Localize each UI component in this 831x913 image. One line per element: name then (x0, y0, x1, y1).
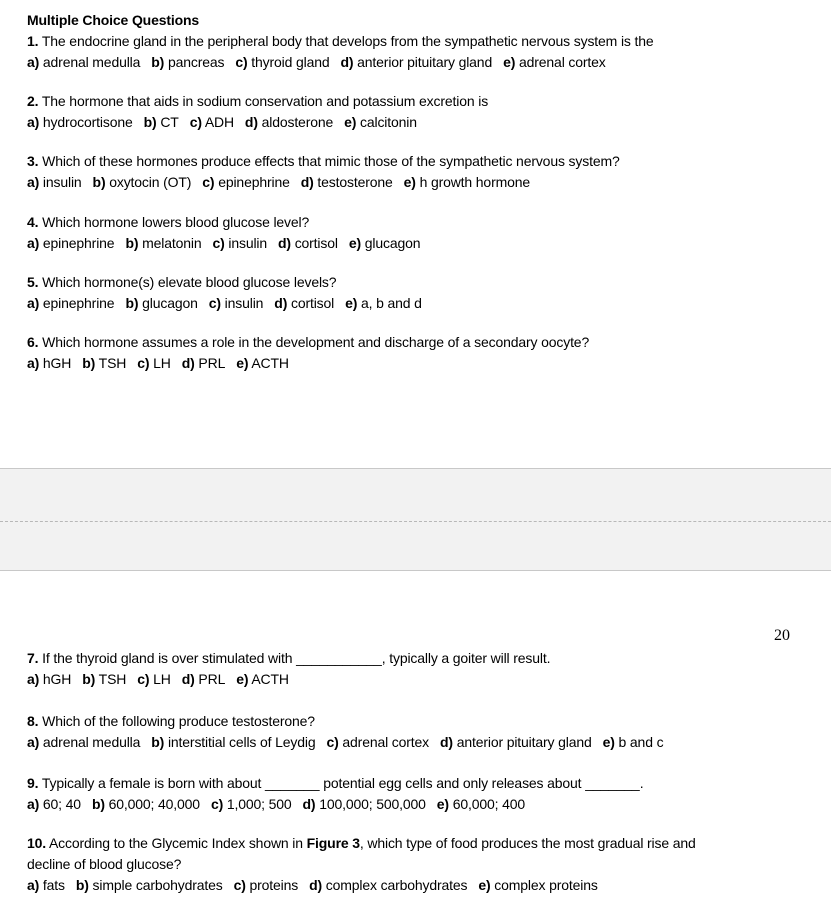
answer-option[interactable] (327, 734, 430, 750)
question-5-options (27, 294, 433, 312)
option-text: adrenal cortex (519, 54, 606, 70)
option-letter: a) (27, 54, 40, 70)
option-letter: a) (27, 174, 40, 190)
answer-option[interactable] (125, 235, 201, 251)
option-letter: b) (91, 796, 105, 812)
option-letter: e) (503, 54, 516, 70)
option-text: a, b and d (361, 295, 422, 311)
option-text: complex proteins (494, 877, 598, 893)
question-text: Which of the following produce testosterone? (42, 713, 315, 729)
option-text: calcitonin (360, 114, 417, 130)
option-text: 100,000; 500,000 (319, 796, 426, 812)
option-letter: a) (27, 877, 40, 893)
option-text: hGH (42, 355, 72, 371)
answer-option[interactable] (234, 877, 299, 893)
option-letter: b) (92, 174, 106, 190)
option-text: ADH (204, 114, 234, 130)
option-text: complex carbohydrates (325, 877, 468, 893)
option-letter: e) (236, 671, 249, 687)
option-letter: b) (82, 671, 96, 687)
question-4-stem (27, 213, 309, 231)
question-4-options (27, 234, 431, 252)
option-text: TSH (98, 671, 127, 687)
option-letter: c) (137, 671, 150, 687)
question-8-stem (27, 712, 315, 730)
option-text: ACTH (251, 671, 289, 687)
option-letter: c) (208, 295, 221, 311)
option-text: epinephrine (42, 295, 115, 311)
option-letter: d) (244, 114, 258, 130)
answer-option[interactable] (137, 355, 171, 371)
option-text: proteins (249, 877, 299, 893)
option-text: PRL (198, 671, 226, 687)
option-letter: e) (348, 235, 361, 251)
option-text: pancreas (167, 54, 225, 70)
answer-option[interactable] (92, 796, 200, 812)
answer-option[interactable] (345, 295, 422, 311)
option-letter: b) (143, 114, 157, 130)
answer-option[interactable] (274, 295, 334, 311)
option-text: hydrocortisone (42, 114, 133, 130)
option-letter: e) (436, 796, 449, 812)
option-text: LH (153, 355, 171, 371)
answer-option[interactable] (603, 734, 664, 750)
question-text: According to the Glycemic Index shown in (48, 835, 303, 851)
question-1-stem (27, 32, 654, 50)
option-text: h growth hormone (419, 174, 531, 190)
question-number: 1. (27, 33, 39, 49)
question-text-continued: potential egg cells and only releases about (323, 775, 582, 791)
answer-option[interactable] (151, 734, 315, 750)
answer-option[interactable] (27, 796, 81, 812)
option-letter: b) (125, 235, 139, 251)
question-text: The hormone that aids in sodium conservation and potassium excretion is (41, 93, 489, 109)
answer-blank: _______ (264, 775, 320, 791)
option-text: 1,000; 500 (226, 796, 292, 812)
option-letter: c) (137, 355, 150, 371)
question-6-options (27, 354, 300, 372)
option-letter: a) (27, 295, 40, 311)
answer-blank: ___________ (296, 650, 382, 666)
option-letter: d) (309, 877, 323, 893)
option-letter: d) (302, 796, 316, 812)
option-text: b and c (618, 734, 664, 750)
option-letter: a) (27, 671, 40, 687)
question-3-options (27, 173, 541, 191)
figure-reference: Figure 3 (306, 835, 360, 851)
question-text: Which hormone(s) elevate blood glucose levels? (42, 274, 337, 290)
answer-blank-2: _______ (585, 775, 640, 791)
question-text: If the thyroid gland is over stimulated with (42, 650, 293, 666)
answer-option[interactable] (437, 796, 525, 812)
answer-option[interactable] (503, 54, 606, 70)
option-text: glucagon (364, 235, 421, 251)
answer-option[interactable] (235, 54, 329, 70)
section-title: Multiple Choice Questions (27, 12, 200, 28)
option-letter: c) (326, 734, 339, 750)
question-10-options (27, 876, 609, 894)
question-number: 4. (27, 214, 39, 230)
question-5-stem (27, 273, 336, 291)
option-letter: c) (235, 54, 248, 70)
answer-option[interactable] (182, 355, 225, 371)
option-letter: e) (236, 355, 249, 371)
option-text: 60,000; 40,000 (108, 796, 200, 812)
answer-option[interactable] (236, 671, 289, 687)
option-letter: b) (151, 734, 165, 750)
option-text: melatonin (142, 235, 202, 251)
answer-option[interactable] (27, 114, 133, 130)
question-number: 7. (27, 650, 39, 666)
question-text: Which hormone assumes a role in the development and discharge of a secondary oocyte? (42, 334, 590, 350)
option-text: insulin (42, 174, 82, 190)
option-letter: a) (27, 235, 40, 251)
answer-option[interactable] (212, 235, 267, 251)
option-letter: e) (345, 295, 358, 311)
answer-option[interactable] (27, 295, 114, 311)
question-text: Typically a female is born with about (41, 775, 262, 791)
question-7-stem (27, 649, 550, 667)
question-text-end: . (639, 775, 644, 791)
answer-option[interactable] (125, 295, 197, 311)
answer-option[interactable] (182, 671, 225, 687)
option-letter: c) (210, 796, 224, 812)
option-letter: d) (181, 355, 195, 371)
question-text: Which of these hormones produce effects that mimic those of the sympathetic nervous system? (42, 153, 620, 169)
answer-option[interactable] (27, 235, 114, 251)
question-number: 5. (27, 274, 39, 290)
option-text: interstitial cells of Leydig (167, 734, 316, 750)
answer-option[interactable] (340, 54, 492, 70)
option-letter: c) (233, 877, 246, 893)
option-text: simple carbohydrates (92, 877, 223, 893)
question-number: 8. (27, 713, 39, 729)
option-text: 60; 40 (42, 796, 81, 812)
answer-option[interactable] (144, 114, 179, 130)
question-number: 3. (27, 153, 39, 169)
answer-option[interactable] (27, 174, 82, 190)
option-letter: e) (403, 174, 416, 190)
option-text: LH (153, 671, 171, 687)
question-text-continued: , typically a goiter will result. (381, 650, 551, 666)
option-letter: b) (75, 877, 89, 893)
option-text: cortisol (294, 235, 338, 251)
option-text: CT (160, 114, 179, 130)
question-2-stem (27, 92, 488, 110)
question-number: 2. (27, 93, 39, 109)
answer-option[interactable] (27, 671, 71, 687)
question-number: 6. (27, 334, 39, 350)
option-letter: e) (478, 877, 491, 893)
option-letter: a) (27, 734, 40, 750)
answer-option[interactable] (27, 355, 71, 371)
answer-option[interactable] (82, 671, 126, 687)
question-text: The endocrine gland in the peripheral body that develops from the sympathetic nervous system is the (41, 33, 654, 49)
answer-option[interactable] (301, 174, 393, 190)
option-text: PRL (198, 355, 226, 371)
option-letter: d) (274, 295, 288, 311)
answer-option[interactable] (404, 174, 530, 190)
answer-option[interactable] (344, 114, 417, 130)
option-text: anterior pituitary gland (456, 734, 592, 750)
option-letter: c) (202, 174, 215, 190)
option-text: TSH (98, 355, 127, 371)
answer-option[interactable] (236, 355, 289, 371)
question-text-continued: , which type of food produces the most gradual rise and (359, 835, 696, 851)
answer-option[interactable] (82, 355, 126, 371)
option-text: epinephrine (42, 235, 115, 251)
option-text: insulin (228, 235, 268, 251)
answer-option[interactable] (27, 734, 140, 750)
question-10-stem (27, 834, 696, 852)
option-letter: d) (300, 174, 314, 190)
answer-option[interactable] (93, 174, 192, 190)
answer-option[interactable] (245, 114, 333, 130)
answer-option[interactable] (209, 295, 264, 311)
answer-option[interactable] (478, 877, 597, 893)
answer-option[interactable] (27, 54, 140, 70)
option-letter: b) (151, 54, 165, 70)
option-text: thyroid gland (251, 54, 330, 70)
answer-option[interactable] (202, 174, 289, 190)
option-text: adrenal cortex (342, 734, 430, 750)
option-text: fats (42, 877, 65, 893)
question-text: Which hormone lowers blood glucose level? (42, 214, 310, 230)
answer-option[interactable] (137, 671, 171, 687)
option-text: aldosterone (261, 114, 334, 130)
answer-option[interactable] (211, 796, 292, 812)
option-text: ACTH (251, 355, 289, 371)
answer-option[interactable] (440, 734, 592, 750)
option-letter: d) (340, 54, 354, 70)
option-letter: b) (82, 355, 96, 371)
question-6-stem (27, 333, 589, 351)
option-letter: e) (344, 114, 357, 130)
question-number: 10. (27, 835, 47, 851)
question-9-options (27, 795, 536, 813)
option-letter: a) (27, 114, 40, 130)
option-text: insulin (224, 295, 264, 311)
question-8-options (27, 733, 674, 751)
option-letter: c) (212, 235, 225, 251)
option-letter: e) (602, 734, 615, 750)
answer-option[interactable] (151, 54, 224, 70)
question-3-stem (27, 152, 620, 170)
option-text: 60,000; 400 (452, 796, 526, 812)
option-text: cortisol (290, 295, 335, 311)
option-text: testosterone (317, 174, 393, 190)
answer-option[interactable] (349, 235, 421, 251)
question-7-options (27, 670, 300, 688)
option-letter: b) (125, 295, 139, 311)
option-text: hGH (42, 671, 72, 687)
question-10-stem-line2: decline of blood glucose? (27, 856, 182, 872)
answer-option[interactable] (278, 235, 338, 251)
option-letter: d) (181, 671, 195, 687)
answer-option[interactable] (309, 877, 467, 893)
option-letter: d) (440, 734, 453, 750)
page-break (0, 468, 831, 571)
option-text: epinephrine (218, 174, 290, 190)
question-number: 9. (27, 775, 39, 791)
option-letter: a) (27, 355, 40, 371)
question-1-options (27, 53, 617, 71)
answer-option[interactable] (27, 877, 65, 893)
option-text: oxytocin (OT) (109, 174, 192, 190)
page-break-divider (0, 521, 831, 522)
answer-option[interactable] (190, 114, 234, 130)
page-number: 20 (774, 627, 790, 644)
answer-option[interactable] (303, 796, 426, 812)
option-letter: d) (278, 235, 291, 251)
option-text: anterior pituitary gland (357, 54, 493, 70)
question-2-options (27, 113, 428, 131)
option-text: adrenal medulla (42, 734, 141, 750)
option-letter: c) (189, 114, 202, 130)
answer-option[interactable] (76, 877, 223, 893)
option-text: adrenal medulla (42, 54, 141, 70)
question-9-stem (27, 774, 643, 792)
option-text: glucagon (142, 295, 198, 311)
option-letter: a) (27, 796, 40, 812)
